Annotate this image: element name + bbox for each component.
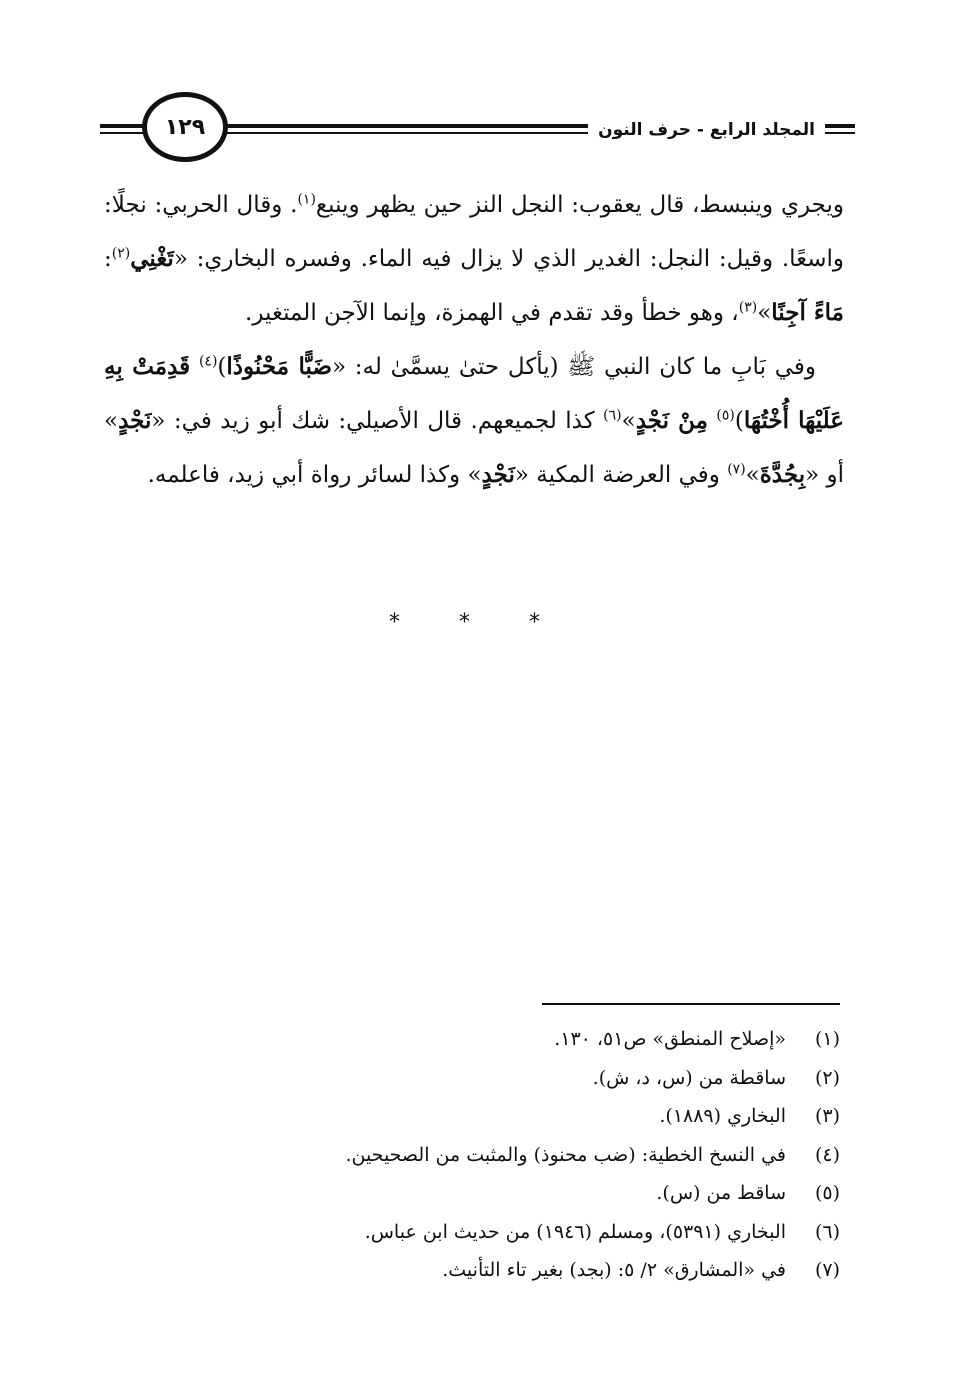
footnote-text: «إصلاح المنطق» ص٥١، ١٣٠. <box>554 1028 786 1050</box>
text-run: ويجري وينبسط، قال يعقوب: النجل النز حين يظهر وينبع <box>315 192 844 218</box>
footnote-item <box>200 1059 840 1098</box>
footnote-ref-7: (٧) <box>727 461 746 478</box>
footnote-item <box>200 1020 840 1059</box>
footnote-ref-5: (٥) <box>716 407 735 424</box>
page-number-badge <box>142 92 228 162</box>
page-header <box>100 92 855 172</box>
footnote-item <box>200 1097 840 1136</box>
footnote-text: البخاري (١٨٨٩). <box>659 1105 786 1127</box>
quoted-phrase: ضَبًّا مَحْنُوذًا <box>226 353 332 380</box>
footnote-item <box>200 1174 840 1213</box>
quoted-word: نَجْدٍ <box>481 461 515 488</box>
text-run: ، وهو خطأ وقد تقدم في الهمزة، وإنما الآجن المتغير. <box>245 300 739 326</box>
text-run: . وقال الحربي: نجلًا: واسعًا. وقيل: النجل: الغدير الذي لا يزال فيه الماء. وفسره البخاري: « <box>104 192 844 272</box>
footnote-number: (٢) <box>814 1066 840 1089</box>
text-run: » <box>757 300 772 326</box>
footnote-ref-4: (٤) <box>198 353 218 370</box>
footnote-number: (٦) <box>814 1220 840 1243</box>
text-run: ) <box>734 408 744 434</box>
text-run: كذا لجميعهم. قال الأصيلي: شك أبو زيد في: « <box>151 408 604 434</box>
text-run: وفي العرضة المكية « <box>514 462 728 488</box>
footnote-item <box>200 1136 840 1175</box>
page-number: ١٢٩ <box>164 114 206 140</box>
footnote-ref-2: (٢) <box>111 245 131 262</box>
footnote-number: (٧) <box>814 1259 840 1281</box>
text-run: » <box>621 408 636 434</box>
quoted-phrase: قَدِمَتْ بِهِ عَلَيْهَا أُخْتُهَا <box>104 353 844 434</box>
footnote-ref-1: (١) <box>297 191 316 208</box>
footnotes <box>200 1020 840 1290</box>
footnote-number: (٣) <box>814 1105 840 1127</box>
footnote-text: ساقط من (س). <box>656 1182 786 1204</box>
footnote-text: في النسخ الخطية: (ضب محنوذ) والمثبت من الصحيحين. <box>345 1143 786 1166</box>
footnote-item <box>200 1213 840 1252</box>
footnote-item <box>200 1251 840 1290</box>
text-run: وفي بَابِ ما كان النبي ﷺ (يأكل حتىٰ يسمَّىٰ له: « <box>331 354 817 380</box>
quoted-word: بِجُدَّةَ <box>759 461 806 488</box>
footnote-ref-6: (٦) <box>603 407 622 424</box>
text-run: » وكذا لسائر رواة أبي زيد، فاعلمه. <box>147 462 482 488</box>
quoted-phrase: مِنْ نَجْدٍ <box>635 407 708 434</box>
text-run: : <box>104 246 112 272</box>
quoted-word: نَجْدٍ <box>118 407 152 434</box>
running-head: المجلد الرابع - حرف النون <box>588 120 825 140</box>
footnote-number: (٥) <box>814 1182 840 1204</box>
text-run <box>190 354 199 380</box>
quoted-word: تَغْنِي <box>130 245 174 272</box>
footnote-text: البخاري (٥٣٩١)، ومسلم (١٩٤٦) من حديث ابن عباس. <box>364 1220 786 1243</box>
footnote-number: (١) <box>814 1028 840 1050</box>
footnote-ref-3: (٣) <box>738 299 758 316</box>
paragraph-2 <box>104 340 844 502</box>
footnote-rule <box>542 1003 840 1005</box>
text-run: ) <box>217 354 227 380</box>
footnote-text: في «المشارق» ٢/ ٥: (بجد) بغير تاء التأنيث. <box>442 1259 786 1281</box>
paragraph-1 <box>104 178 844 340</box>
section-separator: * * * <box>389 610 566 635</box>
footnote-text: ساقطة من (س، د، ش). <box>592 1066 786 1089</box>
text-run: » <box>745 462 760 488</box>
text-run: » أو « <box>104 408 844 488</box>
footnote-number: (٤) <box>814 1143 840 1166</box>
quoted-phrase: مَاءً آجِنًا <box>771 299 844 326</box>
main-text <box>104 178 844 502</box>
